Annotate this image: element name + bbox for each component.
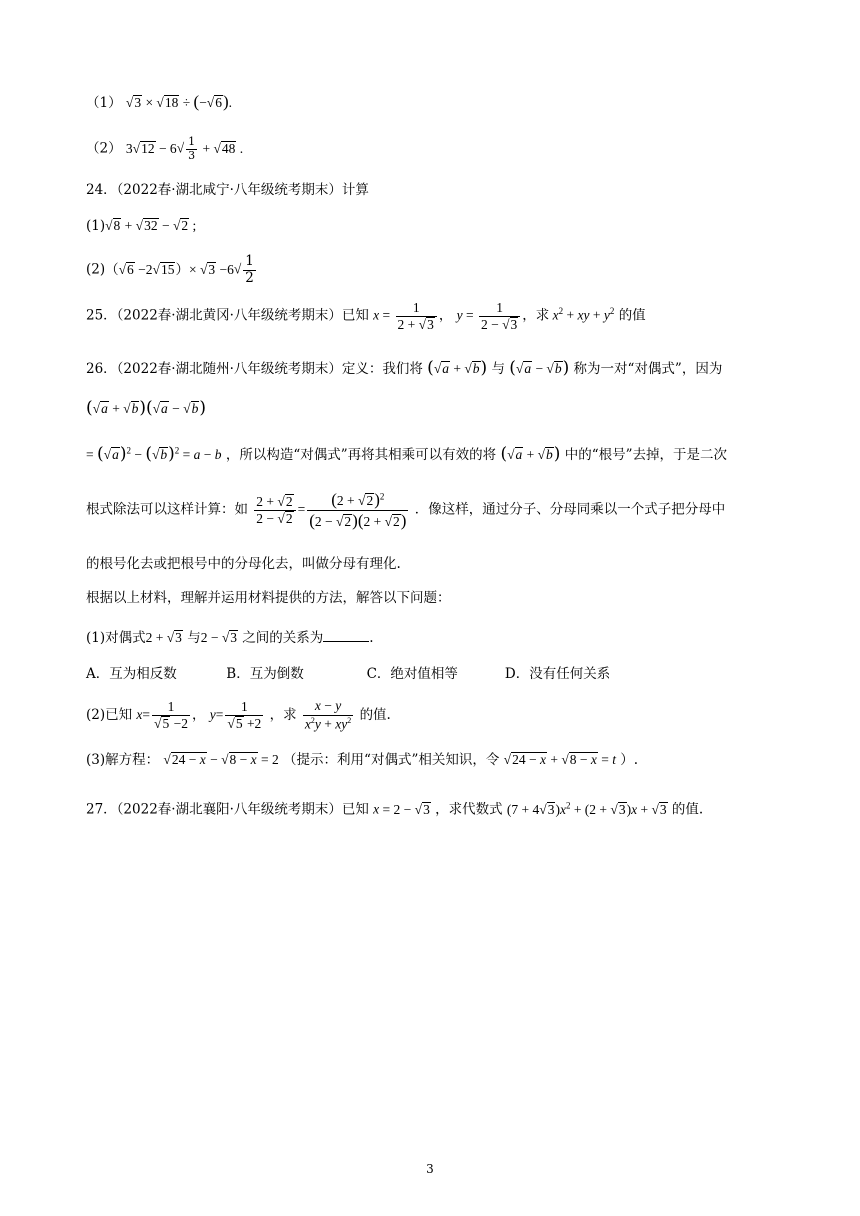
option-b: B．互为倒数 bbox=[226, 666, 304, 682]
q26-options bbox=[86, 666, 610, 682]
q26-text6: 的根号化去或把根号中的分母化去，叫做分母有理化. bbox=[86, 556, 401, 572]
q26-product: (√a + √b)(√a − √b) bbox=[86, 398, 206, 418]
q26-sub2: (2)已知 x= $\frac{1}{√5 -2}$ ， y= $\frac{1}{√5 +2}$ ，求 $\frac{x - y}{x^2y + xy^2}$ 的值. bbox=[86, 698, 391, 732]
q23-part1: （1） √3 × √18 ÷ (−√6). bbox=[86, 92, 233, 111]
q27: 27．（2022春·湖北襄阳·八年级统考期末）已知 x = 2 − √3 ，求代数式 $(7 + 4√3)x^2 + (2 + √3)x + √3$ 的值. bbox=[86, 800, 704, 818]
q24-part2: (2)（√6 −2√15）× √3 −6√ $\frac{1}{2}$ bbox=[86, 253, 254, 286]
q23-part2: （2） 3√12 − 6√ $\frac{1}{3}$ + √48 . bbox=[86, 135, 244, 162]
page-number: 3 bbox=[426, 1162, 434, 1176]
q26-text7: 根据以上材料，理解并运用材料提供的方法，解答以下问题： bbox=[86, 590, 451, 606]
q26-heading: 26．（2022春·湖北随州·八年级统考期末）定义：我们将 (√a + √b) 与 (√a − √b) 称为一对“对偶式”，因为 bbox=[86, 358, 723, 378]
q26-sub1: (1)对偶式2 + √3 与2 − √3 之间的关系为 . bbox=[86, 630, 374, 646]
q24-part1: (1)√8 + √32 − √2 ; bbox=[86, 218, 197, 234]
q26-sub3: (3)解方程： √24 − x − √8 − x = 2 （提示：利用“对偶式”相关知识，令 √24 − x + √8 − x = t ）. bbox=[86, 752, 639, 768]
option-d: D．没有任何关系 bbox=[504, 666, 611, 682]
answer-blank bbox=[323, 641, 369, 642]
q26-expansion: = $(√a)^2 - (√b)^2 = a - b$ ，所以构造“对偶式”再将其相乘可以有效的将 (√a + √b) 中的“根号”去掉，于是二次 bbox=[86, 444, 728, 464]
q26-example: 根式除法可以这样计算：如 $\frac{2 + √2}{2 - √2}$ = $\frac{(2 + √2)^2}{(2 - √2)(2 + √2)}$ ．像这样，通过分子、分母同乘以一个式子把分母中 bbox=[86, 490, 726, 530]
option-a: A．互为相反数 bbox=[86, 666, 177, 682]
option-c: C．绝对值相等 bbox=[366, 666, 458, 682]
q24-heading: 24．（2022春·湖北咸宁·八年级统考期末）计算 bbox=[86, 182, 369, 198]
q25: 25．（2022春·湖北黄冈·八年级统考期末）已知 x = $\frac{1}{2 + √3}$ ， y = $\frac{1}{2 - √3}$ ，求 $x^2$ + xy + $y^2$ 的值 bbox=[86, 300, 646, 332]
